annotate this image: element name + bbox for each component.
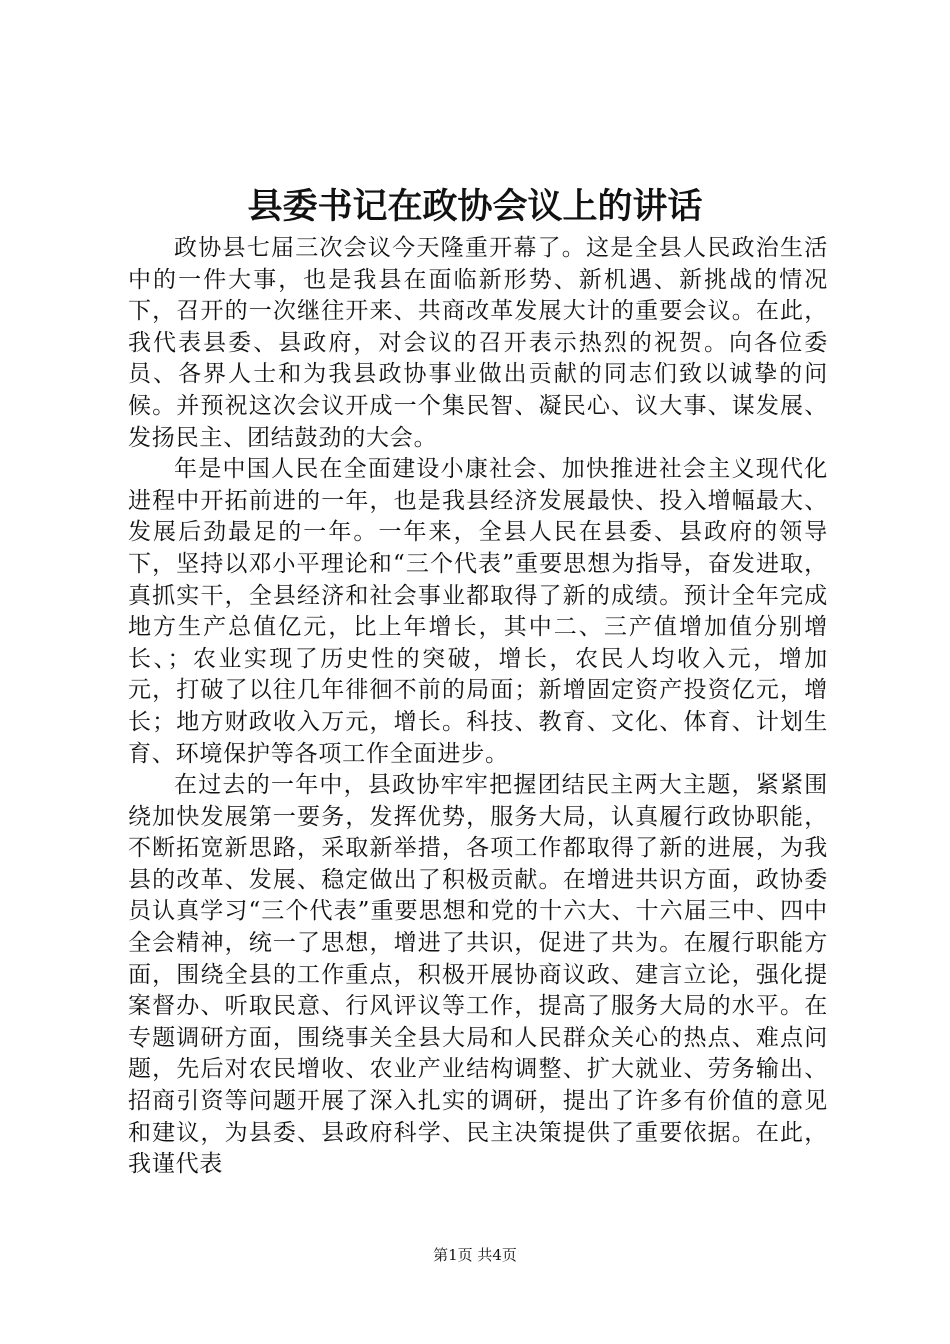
document-body [128, 233, 828, 1181]
document-title: 县委书记在政协会议上的讲话 [247, 186, 703, 227]
paragraph-3: 在过去的一年中，县政协牢牢把握团结民主两大主题，紧紧围绕加快发展第一要务，发挥优势，服务大局，认真履行政协职能，不断拓宽新思路，采取新举措，各项工作都取得了新的进展，为我县的改革、发展、稳定做出了积极贡献。在增进共识方面，政协委员认真学习“三个代表”重要思想和党的十六大、十六届三中、四中全会精神，统一了思想，增进了共识，促进了共为。在履行职能方面，围绕全县的工作重点，积极开展协商议政、建言立论，强化提案督办、听取民意、行风评议等工作，提高了服务大局的水平。在专题调研方面，围绕事关全县大局和人民群众关心的热点、难点问题，先后对农民增收、农业产业结构调整、扩大就业、劳务输出、招商引资等问题开展了深入扎实的调研，提出了许多有价值的意见和建议，为县委、县政府科学、民主决策提供了重要依据。在此，我谨代表 [128, 772, 828, 1178]
paragraph-1: 政协县七届三次会议今天隆重开幕了。这是全县人民政治生活中的一件大事，也是我县在面临新形势、新机遇、新挑战的情况下，召开的一次继往开来、共商改革发展大计的重要会议。在此，我代表县委、县政府，对会议的召开表示热烈的祝贺。向各位委员、各界人士和为我县政协事业做出贡献的同志们致以诚挚的问候。并预祝这次会议开成一个集民智、凝民心、议大事、谋发展、发扬民主、团结鼓劲的大会。 [128, 235, 828, 451]
page-number-footer: 第1页 共4页 [433, 1246, 517, 1264]
paragraph-2: 年是中国人民在全面建设小康社会、加快推进社会主义现代化进程中开拓前进的一年，也是我县经济发展最快、投入增幅最大、发展后劲最足的一年。一年来，全县人民在县委、县政府的领导下，坚持以邓小平理论和“三个代表”重要思想为指导，奋发进取，真抓实干，全县经济和社会事业都取得了新的成绩。预计全年完成地方生产总值亿元，比上年增长，其中二、三产值增加值分别增长、；农业实现了历史性的突破，增长，农民人均收入元，增加元，打破了以往几年徘徊不前的局面；新增固定资产投资亿元，增长；地方财政收入万元，增长。科技、教育、文化、体育、计划生育、环境保护等各项工作全面进步。 [128, 456, 828, 767]
